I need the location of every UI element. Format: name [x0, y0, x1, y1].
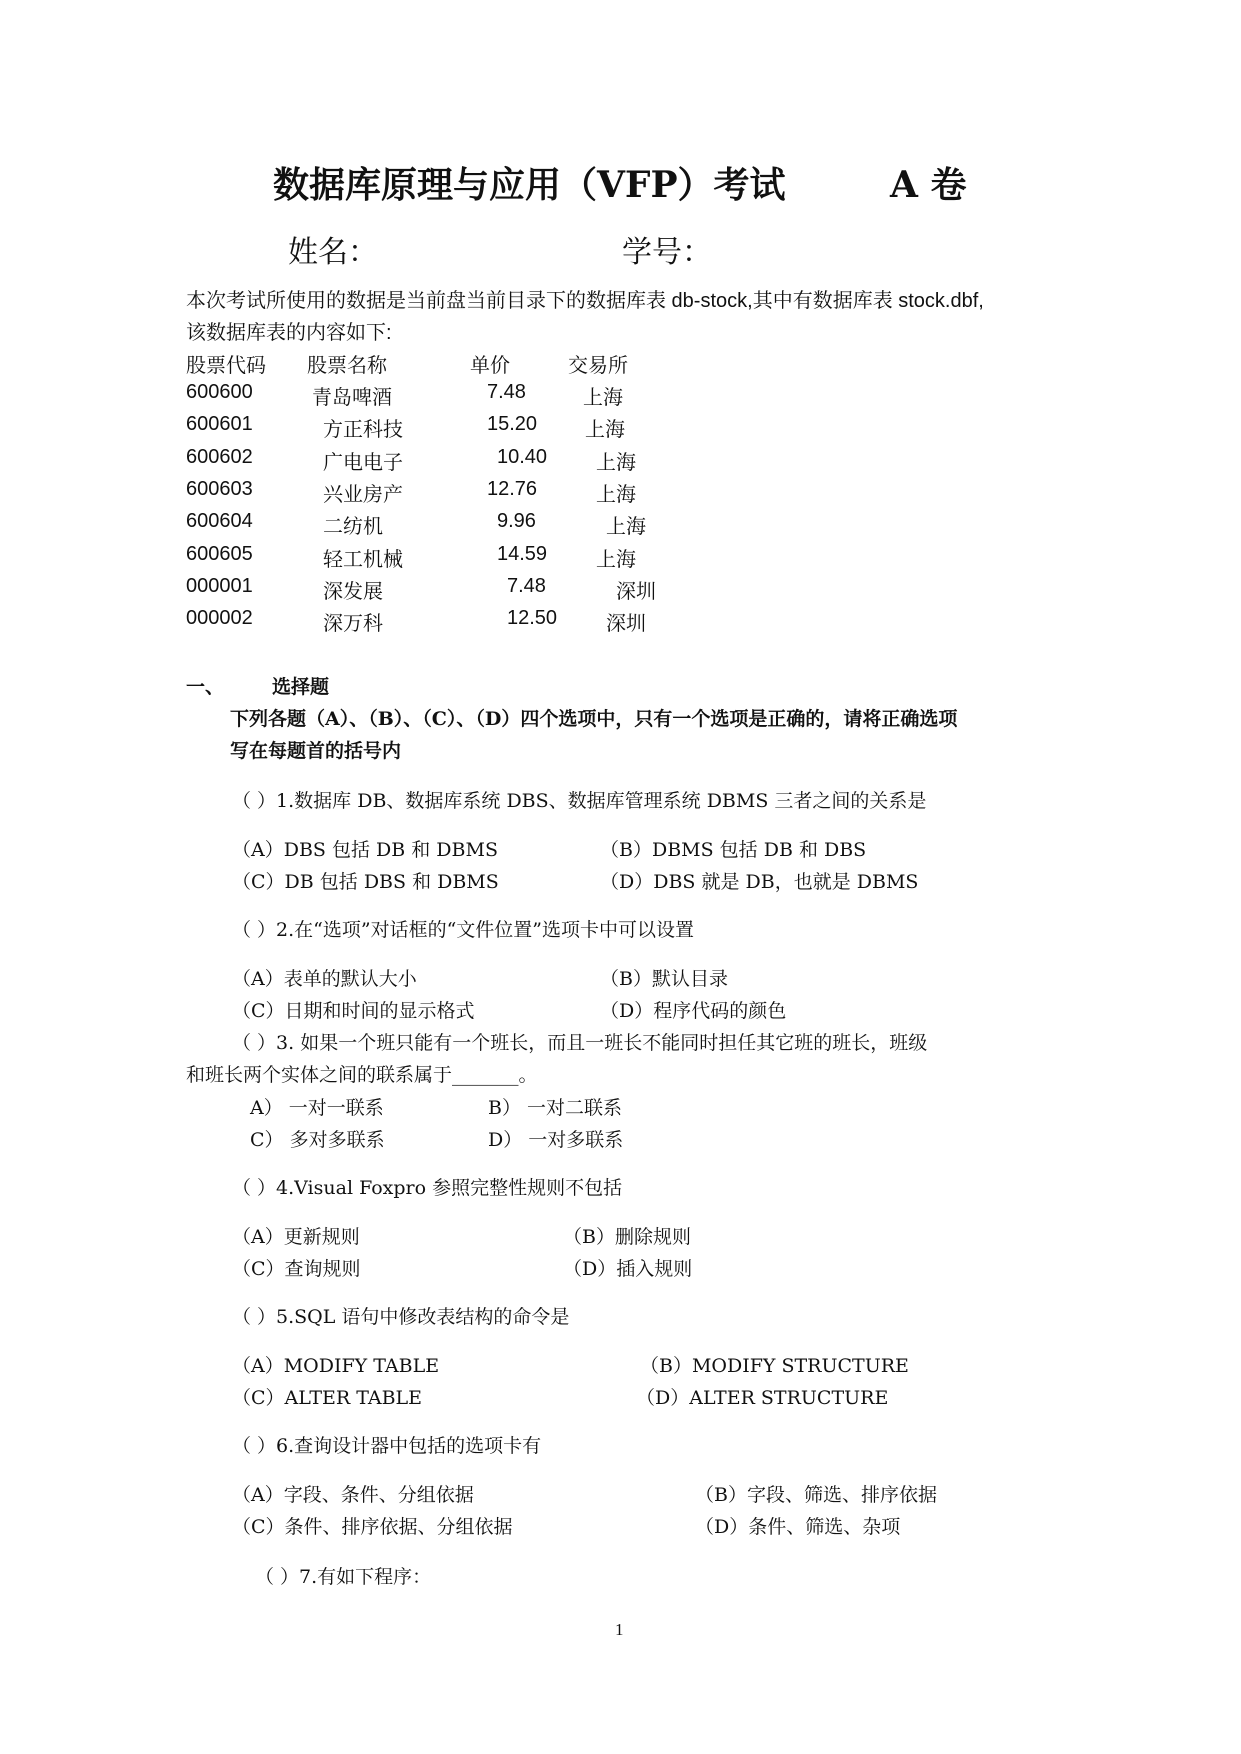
question-3-option-b: B） 一对二联系: [488, 1097, 623, 1119]
exam-paper-label: A 卷: [890, 164, 967, 206]
row-1-name: 青岛啤酒: [312, 387, 392, 409]
question-1-option-d: （D）DBS 就是 DB，也就是 DBMS: [600, 871, 919, 893]
row-7-code: 000001: [186, 575, 253, 597]
question-6-option-c: （C）条件、排序依据、分组依据: [232, 1516, 513, 1538]
row-5-exchange: 上海: [606, 516, 646, 538]
page-number: 1: [615, 1620, 624, 1639]
question-5-option-c: （C）ALTER TABLE: [232, 1387, 423, 1409]
row-1-price: 7.48: [487, 381, 526, 403]
question-6-option-b: （B）字段、筛选、排序依据: [695, 1484, 937, 1506]
question-4-option-a: （A）更新规则: [232, 1226, 360, 1248]
section-instruction-1: 下列各题（A）、（B）、（C）、（D）四个选项中，只有一个选项是正确的，请将正确选项: [230, 708, 958, 730]
row-6-exchange: 上海: [596, 549, 636, 571]
row-6-name: 轻工机械: [323, 549, 403, 571]
row-3-exchange: 上海: [596, 452, 636, 474]
name-label: 姓名：: [288, 235, 378, 270]
row-6-code: 600605: [186, 543, 253, 565]
question-6-option-d: （D）条件、筛选、杂项: [695, 1516, 901, 1538]
table-header-name: 股票名称: [307, 355, 387, 377]
question-3-option-a: A） 一对一联系: [250, 1097, 384, 1119]
question-5-option-d: （D）ALTER STRUCTURE: [636, 1387, 889, 1409]
row-8-code: 000002: [186, 607, 253, 629]
row-4-name: 兴业房产: [323, 484, 403, 506]
row-2-name: 方正科技: [323, 419, 403, 441]
question-2-option-c: （C）日期和时间的显示格式: [232, 1000, 475, 1022]
question-3-stem-line-1: （ ）3. 如果一个班只能有一个班长，而且一班长不能同时担任其它班的班长，班级: [232, 1032, 928, 1054]
section-number: 一、: [186, 676, 225, 698]
row-1-code: 600600: [186, 381, 253, 403]
question-2-option-a: （A）表单的默认大小: [232, 968, 417, 990]
question-3-stem-line-2: 和班长两个实体之间的联系属于_______。: [186, 1064, 538, 1086]
row-4-price: 12.76: [487, 478, 538, 500]
question-2-stem: （ ）2.在“选项”对话框的“文件位置”选项卡中可以设置: [232, 919, 695, 941]
intro-line-1: 本次考试所使用的数据是当前盘当前目录下的数据库表 db-stock,其中有数据库表 stock.dbf,: [186, 290, 984, 312]
intro-line-2: 该数据库表的内容如下:: [186, 322, 392, 344]
question-4-option-b: （B）删除规则: [563, 1226, 691, 1248]
question-4-option-c: （C）查询规则: [232, 1258, 361, 1280]
question-2-option-d: （D）程序代码的颜色: [600, 1000, 787, 1022]
row-3-price: 10.40: [497, 446, 548, 468]
row-2-code: 600601: [186, 413, 253, 435]
question-6-option-a: （A）字段、条件、分组依据: [232, 1484, 474, 1506]
question-5-option-a: （A）MODIFY TABLE: [232, 1355, 440, 1377]
row-3-name: 广电电子: [323, 452, 403, 474]
student-id-label: 学号：: [622, 235, 712, 270]
exam-title: 数据库原理与应用（VFP）考试: [273, 164, 786, 206]
table-header-code: 股票代码: [186, 355, 266, 377]
question-5-stem: （ ）5.SQL 语句中修改表结构的命令是: [232, 1306, 570, 1328]
row-6-price: 14.59: [497, 543, 548, 565]
question-2-option-b: （B）默认目录: [600, 968, 728, 990]
row-7-price: 7.48: [507, 575, 546, 597]
row-5-code: 600604: [186, 510, 253, 532]
question-3-option-d: D） 一对多联系: [488, 1129, 624, 1151]
row-8-price: 12.50: [507, 607, 558, 629]
question-1-option-c: （C）DB 包括 DBS 和 DBMS: [232, 871, 499, 893]
table-header-exchange: 交易所: [568, 355, 628, 377]
section-title: 选择题: [272, 676, 330, 698]
row-4-exchange: 上海: [596, 484, 636, 506]
question-3-option-c: C） 多对多联系: [250, 1129, 385, 1151]
row-4-code: 600603: [186, 478, 253, 500]
row-5-price: 9.96: [497, 510, 536, 532]
section-instruction-2: 写在每题首的括号内: [230, 740, 402, 762]
question-4-option-d: （D）插入规则: [563, 1258, 693, 1280]
row-2-price: 15.20: [487, 413, 538, 435]
row-7-name: 深发展: [323, 581, 383, 603]
row-7-exchange: 深圳: [616, 581, 656, 603]
row-1-exchange: 上海: [583, 387, 623, 409]
question-1-option-a: （A）DBS 包括 DB 和 DBMS: [232, 839, 498, 861]
question-1-stem: （ ）1.数据库 DB、数据库系统 DBS、数据库管理系统 DBMS 三者之间的关系是: [232, 790, 927, 812]
question-5-option-b: （B）MODIFY STRUCTURE: [640, 1355, 909, 1377]
question-6-stem: （ ）6.查询设计器中包括的选项卡有: [232, 1435, 542, 1457]
question-1-option-b: （B）DBMS 包括 DB 和 DBS: [600, 839, 867, 861]
table-header-price: 单价: [470, 355, 510, 377]
question-4-stem: （ ）4.Visual Foxpro 参照完整性规则不包括: [232, 1177, 623, 1199]
row-2-exchange: 上海: [585, 419, 625, 441]
row-3-code: 600602: [186, 446, 253, 468]
row-8-name: 深万科: [323, 613, 383, 635]
row-8-exchange: 深圳: [606, 613, 646, 635]
row-5-name: 二纺机: [323, 516, 383, 538]
question-7-stem: （ ）7.有如下程序：: [255, 1566, 432, 1588]
